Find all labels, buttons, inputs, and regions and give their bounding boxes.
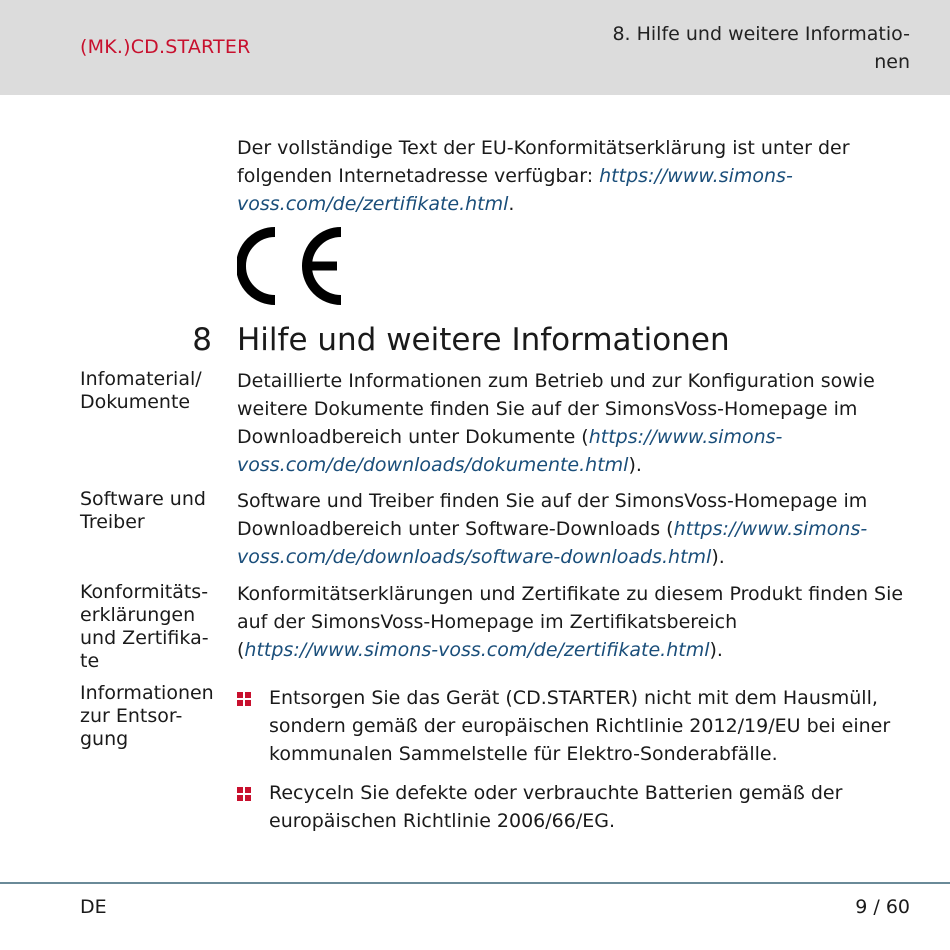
infomaterial-suffix: ). xyxy=(628,454,642,476)
bullet-text: Recyceln Sie defekte oder verbrauchte Batterien gemäß der europäischen Richtlinie 2006/66/EG. xyxy=(269,782,843,832)
footer-divider xyxy=(0,882,950,884)
section-title: Hilfe und weitere Informationen xyxy=(237,322,730,358)
certificates-link[interactable]: https://www.simons-voss.com/de/zertifikate.html xyxy=(237,165,793,215)
side-label-konformitaet: Konformitäts-erklärungen und Zertifika-te xyxy=(80,581,209,672)
intro-text: Der vollständige Text der EU-Konformitätserklärung ist unter der folgenden Internetadresse verfügbar: xyxy=(237,137,850,187)
bullet-text: Entsorgen Sie das Gerät (CD.STARTER) nicht mit dem Hausmüll, sondern gemäß der europäischen Richtlinie 2012/19/EU bei einer kommunalen Sammelstelle für Elektro-Sonderabfälle. xyxy=(269,687,891,765)
page-number: 9 / 60 xyxy=(855,896,910,918)
side-label-entsorgung: Informationen zur Entsor-gung xyxy=(80,682,214,750)
intro-suffix: . xyxy=(508,193,515,215)
konformitaet-text: Konformitätserklärungen und Zertifikate zu diesem Produkt finden Sie auf der SimonsVoss-Homepage im Zertifikatsbereich ( xyxy=(237,583,904,661)
software-suffix: ). xyxy=(711,546,725,568)
footer-language: DE xyxy=(80,896,107,918)
page-header xyxy=(0,0,950,95)
intro-paragraph xyxy=(237,134,907,218)
chapter-reference-line-1: 8. Hilfe und weitere Informatio- xyxy=(612,23,910,45)
chapter-reference-line-2: nen xyxy=(874,51,910,73)
bullet-icon xyxy=(237,787,251,801)
product-name: (MK.)CD.STARTER xyxy=(80,36,251,58)
ce-mark-icon xyxy=(237,227,347,309)
ce-mark-svg xyxy=(237,227,347,305)
section-number: 8 xyxy=(192,322,212,358)
side-label-infomaterial: Infomaterial/ Dokumente xyxy=(80,368,202,413)
chapter-reference xyxy=(590,20,910,76)
konformitaet-suffix: ). xyxy=(709,639,723,661)
zertifikate-link[interactable]: https://www.simons-voss.com/de/zertifikate.html xyxy=(244,639,710,661)
konformitaet-paragraph xyxy=(237,580,907,664)
infomaterial-paragraph xyxy=(237,367,907,479)
bullet-icon xyxy=(237,692,251,706)
side-label-software: Software und Treiber xyxy=(80,488,206,533)
infomaterial-text: Detaillierte Informationen zum Betrieb und zur Konfiguration sowie weitere Dokumente finden Sie auf der SimonsVoss-Homepage im Downloadbereich unter Dokumente ( xyxy=(237,370,875,448)
software-paragraph xyxy=(237,487,907,571)
documents-link[interactable]: https://www.simons-voss.com/de/downloads/dokumente.html xyxy=(237,426,783,476)
software-downloads-link[interactable]: https://www.simons-voss.com/de/downloads/software-downloads.html xyxy=(237,518,868,568)
software-text: Software und Treiber finden Sie auf der SimonsVoss-Homepage im Downloadbereich unter Software-Downloads ( xyxy=(237,490,868,540)
